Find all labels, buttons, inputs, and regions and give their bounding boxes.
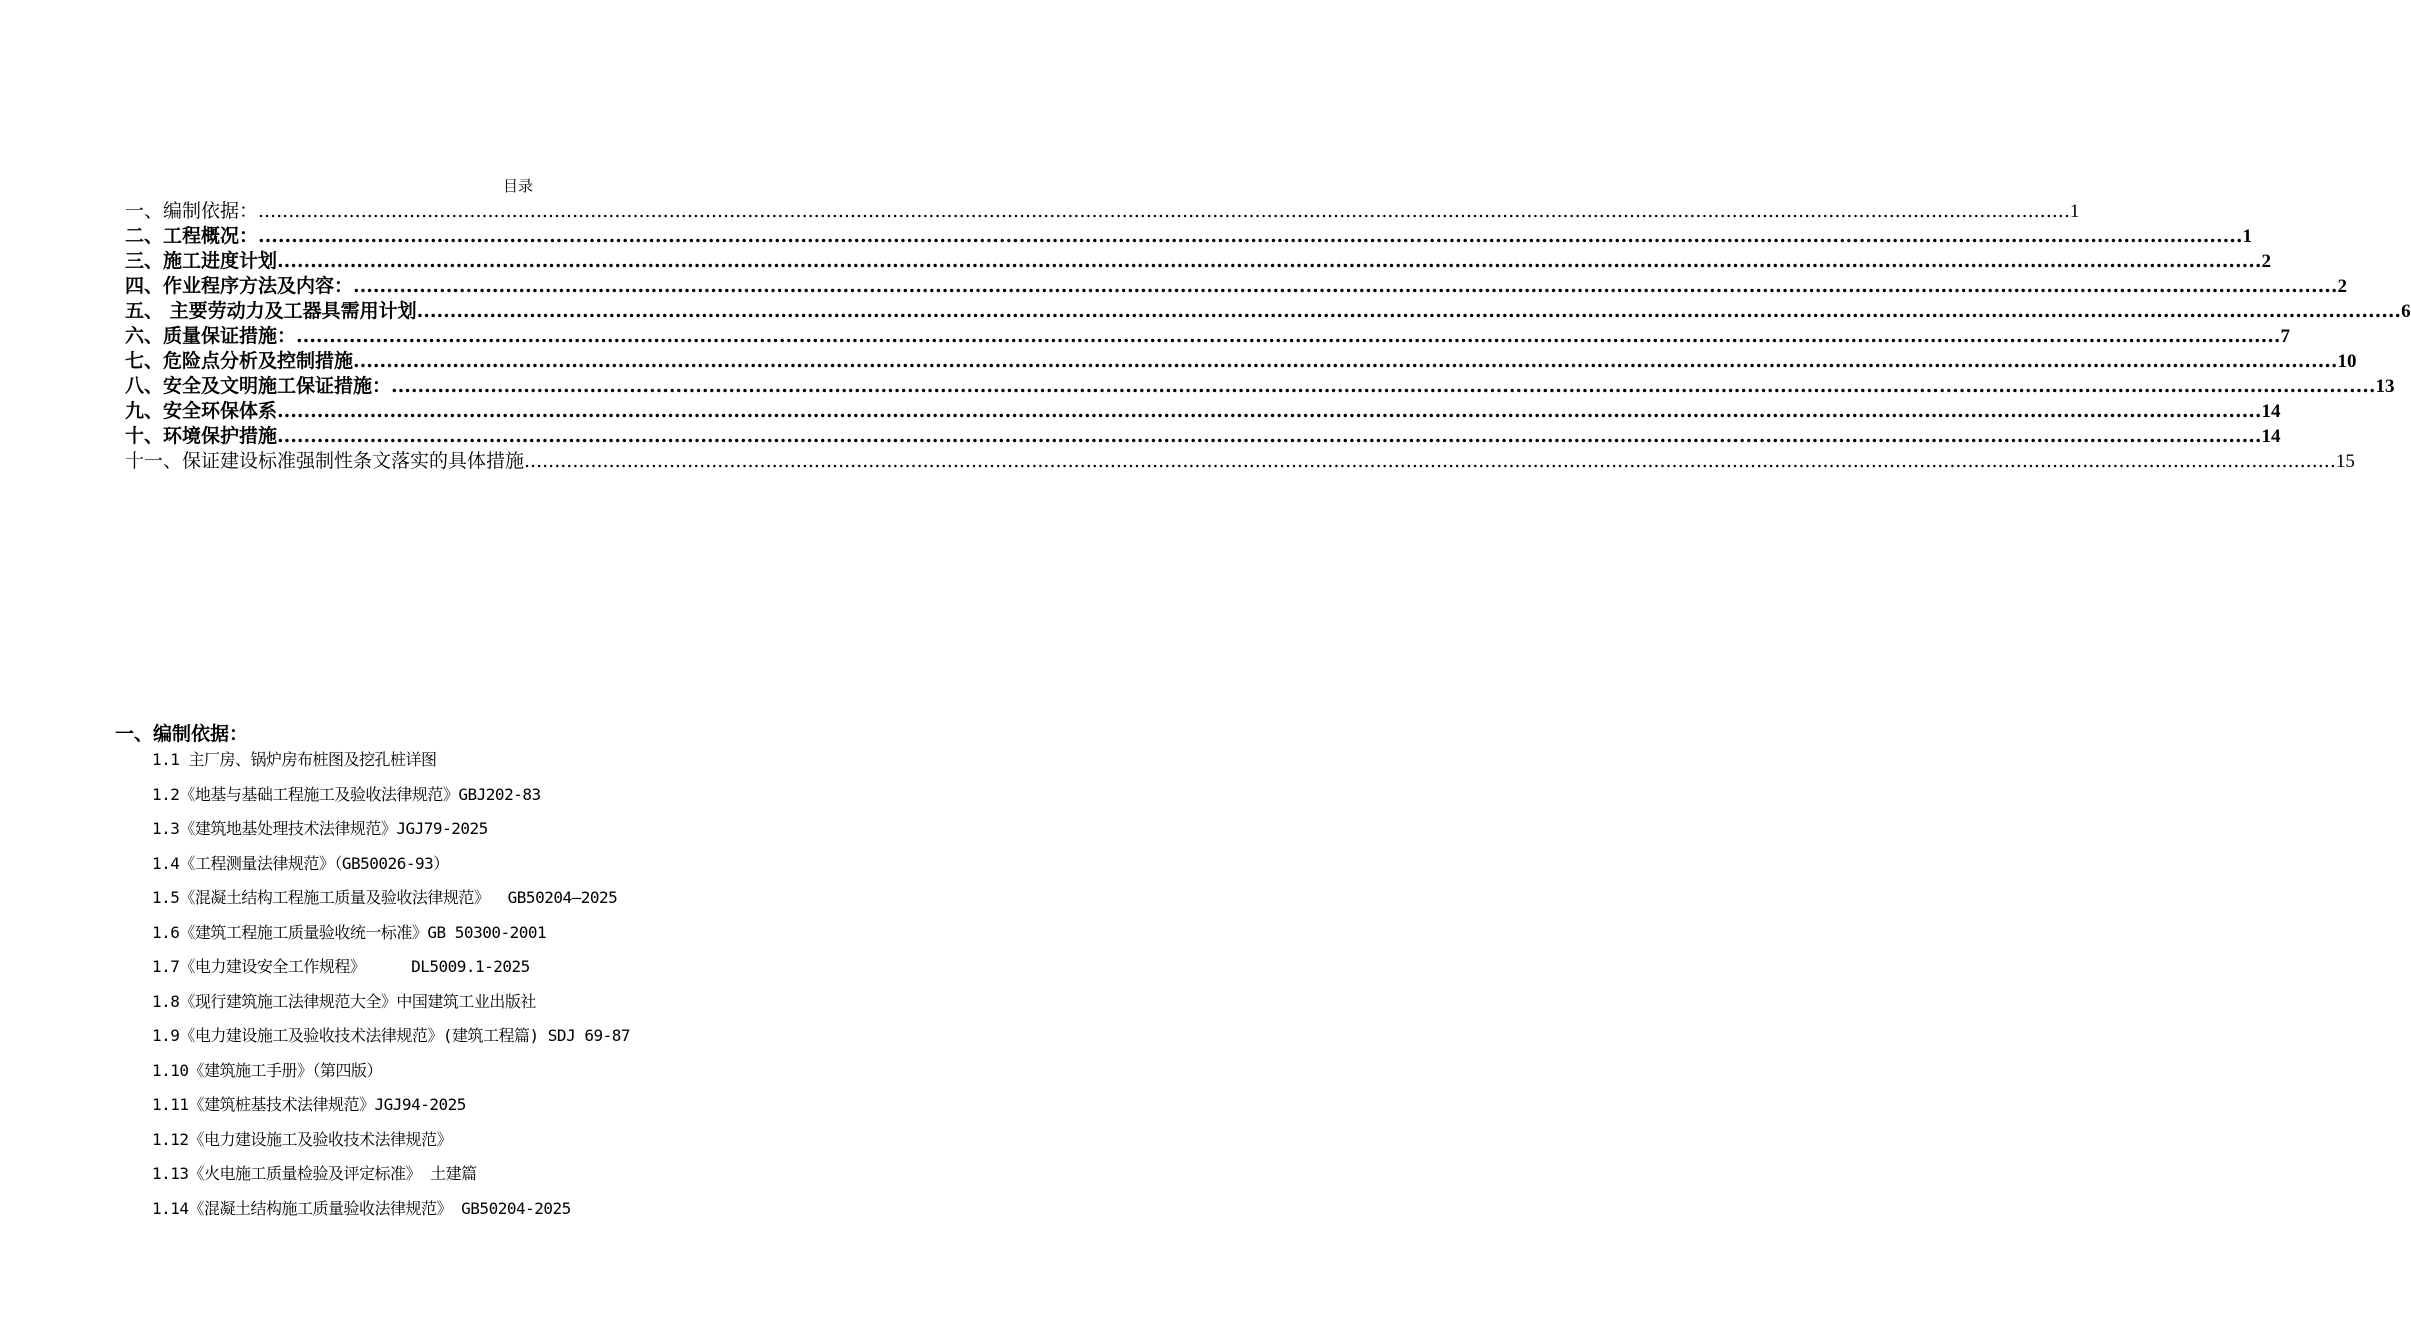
toc-entry-page: 2: [2261, 251, 2271, 272]
toc-entry[interactable]: [125, 374, 2395, 399]
toc-entry-label: 十、环境保护措施: [125, 425, 278, 447]
toc-entry-label: 一、编制依据：: [125, 200, 259, 222]
toc-entry[interactable]: [125, 399, 2281, 424]
toc-entry-page: 14: [2261, 426, 2281, 447]
toc-entry-page: 13: [2375, 376, 2395, 397]
reference-item: 1.14《混凝土结构施工质量验收法律规范》 GB50204-2025: [152, 1198, 571, 1218]
reference-item: 1.4《工程测量法律规范》（GB50026-93）: [152, 853, 449, 873]
reference-item: 1.3《建筑地基处理技术法律规范》JGJ79-2025: [152, 819, 488, 838]
toc-entry[interactable]: [125, 274, 2347, 299]
reference-item: 1.7《电力建设安全工作规程》 DL5009.1-2025: [152, 957, 530, 976]
table-of-contents: [125, 199, 2411, 474]
toc-entry-label: 二、工程概况：: [125, 225, 259, 247]
toc-entry[interactable]: [125, 299, 2411, 324]
toc-entry[interactable]: [125, 424, 2281, 449]
reference-item: 1.12《电力建设施工及验收技术法律规范》: [152, 1129, 453, 1149]
toc-entry-label: 五、 主要劳动力及工器具需用计划: [125, 300, 417, 322]
toc-leader-dots: ............................................................................................................................................................................................................................................................................................................: [353, 350, 2338, 372]
toc-entry-label: 七、危险点分析及控制措施: [125, 350, 354, 372]
reference-item: 1.2《地基与基础工程施工及验收法律规范》GBJ202-83: [152, 784, 541, 804]
reference-item: 1.9《电力建设施工及验收技术法律规范》(建筑工程篇) SDJ 69-87: [152, 1026, 630, 1045]
toc-leader-dots: ............................................................................................................................................................................................................................................................................................................: [416, 300, 2402, 322]
toc-leader-dots: ............................................................................................................................................................................................................................................................................................................: [524, 450, 2336, 472]
toc-entry[interactable]: [125, 449, 2355, 474]
toc-entry[interactable]: [125, 249, 2271, 274]
toc-title: 目录: [502, 177, 533, 195]
toc-entry-label: 八、安全及文明施工保证措施：: [125, 375, 392, 397]
reference-item: 1.1 主厂房、锅炉房布桩图及挖孔桩详图: [152, 750, 437, 769]
reference-item: 1.8《现行建筑施工法律规范大全》中国建筑工业出版社: [152, 991, 536, 1011]
toc-leader-dots: ............................................................................................................................................................................................................................................................................................................: [391, 375, 2376, 397]
toc-entry-label: 三、施工进度计划: [125, 250, 278, 272]
toc-leader-dots: ............................................................................................................................................................................................................................................................................................................: [277, 425, 2262, 447]
toc-entry-page: 7: [2280, 326, 2290, 347]
section-heading: 一、编制依据：: [115, 723, 249, 745]
toc-entry[interactable]: [125, 199, 2080, 224]
reference-item: 1.5《混凝土结构工程施工质量及验收法律规范》 GB50204—2025: [152, 888, 618, 907]
reference-item: 1.11《建筑桩基技术法律规范》JGJ94-2025: [152, 1095, 466, 1114]
toc-leader-dots: ............................................................................................................................................................................................................................................................................................................: [296, 325, 2281, 347]
toc-entry-page: 1: [2069, 201, 2080, 222]
reference-list: [152, 747, 852, 1230]
reference-item: 1.6《建筑工程施工质量验收统一标准》GB 50300-2001: [152, 922, 547, 942]
toc-entry-page: 10: [2337, 351, 2357, 372]
toc-entry-label: 四、作业程序方法及内容：: [125, 275, 354, 297]
toc-leader-dots: ............................................................................................................................................................................................................................................................................................................: [258, 200, 2070, 222]
toc-entry[interactable]: [125, 324, 2290, 349]
toc-entry-page: 14: [2261, 401, 2281, 422]
toc-leader-dots: ............................................................................................................................................................................................................................................................................................................: [277, 250, 2262, 272]
toc-entry[interactable]: [125, 349, 2357, 374]
toc-leader-dots: ............................................................................................................................................................................................................................................................................................................: [277, 400, 2262, 422]
toc-entry-page: 2: [2337, 276, 2347, 297]
toc-entry-page: 15: [2335, 451, 2355, 472]
toc-entry-page: 6: [2401, 301, 2411, 322]
toc-leader-dots: ............................................................................................................................................................................................................................................................................................................: [353, 275, 2338, 297]
toc-entry-label: 十一、保证建设标准强制性条文落实的具体措施: [125, 450, 525, 472]
reference-item: 1.10《建筑施工手册》（第四版）: [152, 1060, 383, 1080]
toc-entry-label: 六、质量保证措施：: [125, 325, 297, 347]
toc-leader-dots: ............................................................................................................................................................................................................................................................................................................: [258, 225, 2243, 247]
toc-entry-label: 九、安全环保体系: [125, 400, 278, 422]
toc-entry[interactable]: [125, 224, 2252, 249]
reference-item: 1.13《火电施工质量检验及评定标准》 土建篇: [152, 1164, 477, 1183]
toc-entry-page: 1: [2242, 226, 2252, 247]
